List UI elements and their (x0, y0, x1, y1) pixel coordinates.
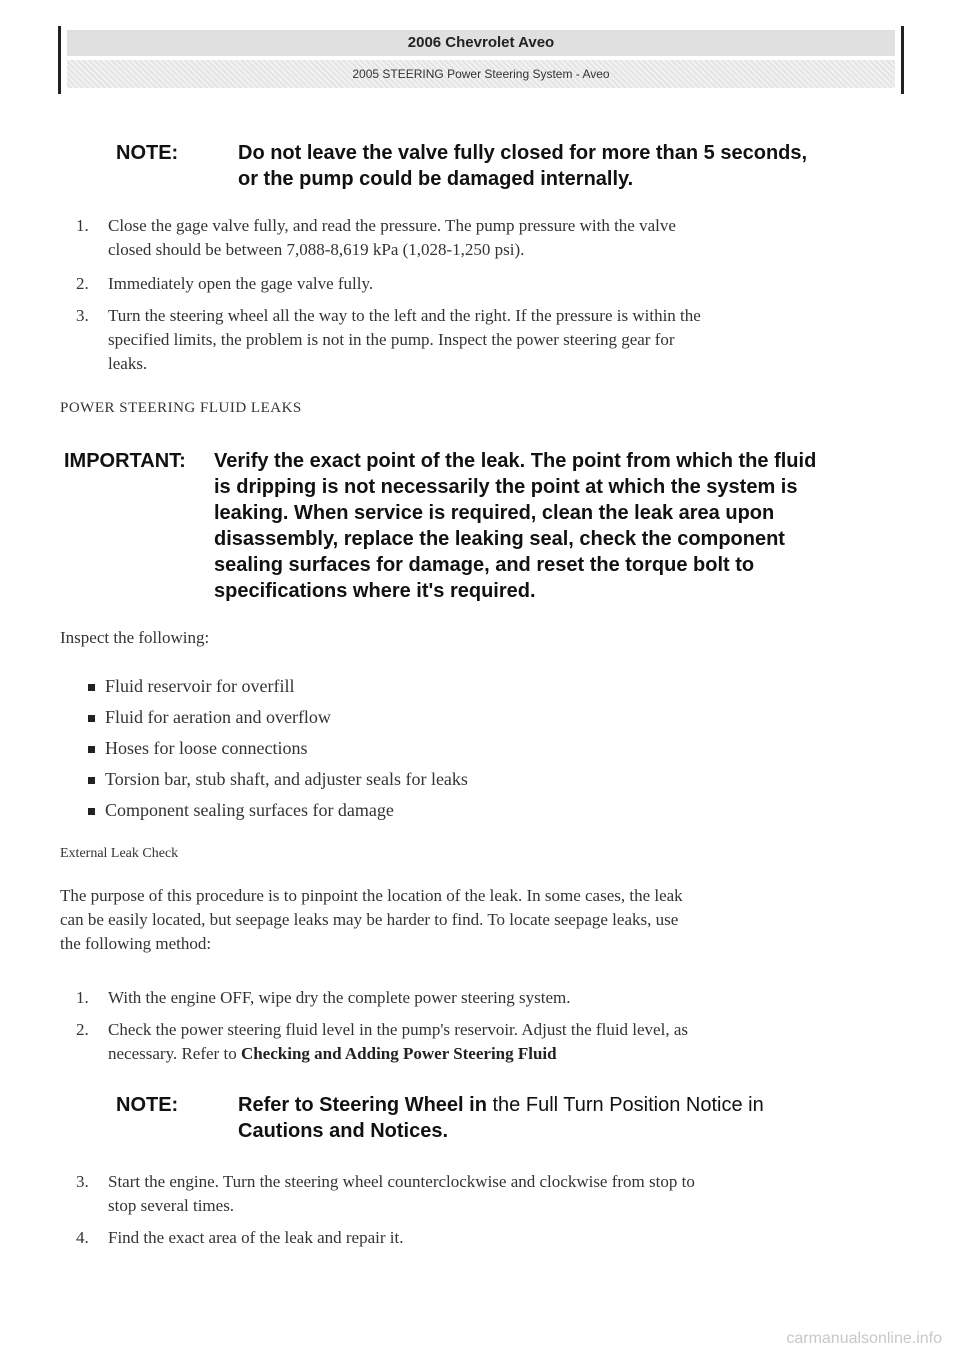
bullet-icon (88, 715, 95, 722)
list-item-text: Hoses for loose connections (105, 738, 308, 758)
step-text-line: Turn the steering wheel all the way to the left and the right. If the pressure is within the (108, 306, 701, 325)
paragraph-line: The purpose of this procedure is to pinpoint the location of the leak. In some cases, the leak (60, 886, 683, 905)
step-number: 2. (76, 274, 89, 293)
bullet-icon (88, 746, 95, 753)
section-heading: POWER STEERING FLUID LEAKS (60, 400, 302, 416)
step-text-line: With the engine OFF, wipe dry the complete power steering system. (108, 988, 571, 1007)
list-item-text: Fluid for aeration and overflow (105, 707, 331, 727)
note-text-line: Cautions and Notices. (238, 1120, 449, 1142)
note-box-pump (116, 140, 906, 196)
list-item (88, 705, 331, 729)
list-item-text: Component sealing surfaces for damage (105, 800, 394, 820)
paragraph-line: can be easily located, but seepage leaks may be harder to find. To locate seepage leaks, use (60, 910, 679, 929)
header-subtitle: 2005 STEERING Power Steering System - Aveo (67, 60, 895, 88)
step-text-line: Immediately open the gage valve fully. (108, 274, 374, 293)
bullet-icon (88, 777, 95, 784)
inspect-intro: Inspect the following: (60, 628, 210, 647)
note-label: NOTE: (116, 142, 179, 164)
step-number: 1. (76, 988, 89, 1007)
step-number: 3. (76, 1172, 89, 1191)
note-text-normal: the Full Turn Position Notice in (486, 1094, 764, 1116)
step-number: 4. (76, 1228, 89, 1247)
note-box-steering (116, 1092, 906, 1148)
bullet-icon (88, 684, 95, 691)
list-item (88, 674, 294, 698)
note-text-line: Do not leave the valve fully closed for more than 5 seconds, (238, 142, 808, 164)
step-text-line: Start the engine. Turn the steering wheel counterclockwise and clockwise from stop to (108, 1172, 695, 1191)
note-text-line (238, 1092, 764, 1118)
step-number: 2. (76, 1020, 89, 1039)
step-text-line: Find the exact area of the leak and repair it. (108, 1228, 404, 1247)
list-item (88, 798, 394, 822)
header-title: 2006 Chevrolet Aveo (67, 30, 895, 56)
step-text-prefix: necessary. Refer to (108, 1044, 241, 1063)
important-text-line: specifications where it's required. (214, 580, 536, 602)
note-text-line: or the pump could be damaged internally. (238, 168, 634, 190)
important-label: IMPORTANT: (64, 450, 186, 472)
step-text-line (108, 1042, 906, 1066)
step-number: 1. (76, 216, 89, 235)
step-text-line: stop several times. (108, 1196, 235, 1215)
checking-fluid-link[interactable]: Checking and Adding Power Steering Fluid (240, 1044, 557, 1063)
step-text-line: closed should be between 7,088-8,619 kPa (1,028-1,250 psi). (108, 240, 525, 259)
important-text-line: disassembly, replace the leaking seal, check the component (214, 528, 785, 550)
important-text-line: leaking. When service is required, clean the leak area upon (214, 502, 775, 524)
list-item (88, 767, 468, 791)
section-heading: External Leak Check (60, 846, 179, 861)
paragraph-line: the following method: (60, 934, 212, 953)
step-text-line: Close the gage valve fully, and read the pressure. The pump pressure with the valve (108, 216, 676, 235)
note-text-bold: Refer to Steering Wheel in (238, 1094, 487, 1116)
site-watermark: carmanualsonline.info (786, 1330, 942, 1347)
important-text-line: Verify the exact point of the leak. The point from which the fluid (214, 450, 817, 472)
document-header (58, 26, 904, 94)
step-text-line: specified limits, the problem is not in the pump. Inspect the power steering gear for (108, 330, 675, 349)
bullet-icon (88, 808, 95, 815)
step-text-line: leaks. (108, 354, 148, 373)
important-box (64, 448, 906, 604)
step-number: 3. (76, 306, 89, 325)
list-item (88, 736, 307, 760)
important-text-line: sealing surfaces for damage, and reset the torque bolt to (214, 554, 755, 576)
list-item-text: Fluid reservoir for overfill (105, 676, 295, 696)
leak-check-paragraph (60, 884, 906, 956)
step-text-line: Check the power steering fluid level in the pump's reservoir. Adjust the fluid level, as (108, 1020, 688, 1039)
important-text-line: is dripping is not necessarily the point at which the system is (214, 476, 798, 498)
note-label: NOTE: (116, 1094, 179, 1116)
list-item-text: Torsion bar, stub shaft, and adjuster seals for leaks (105, 769, 468, 789)
